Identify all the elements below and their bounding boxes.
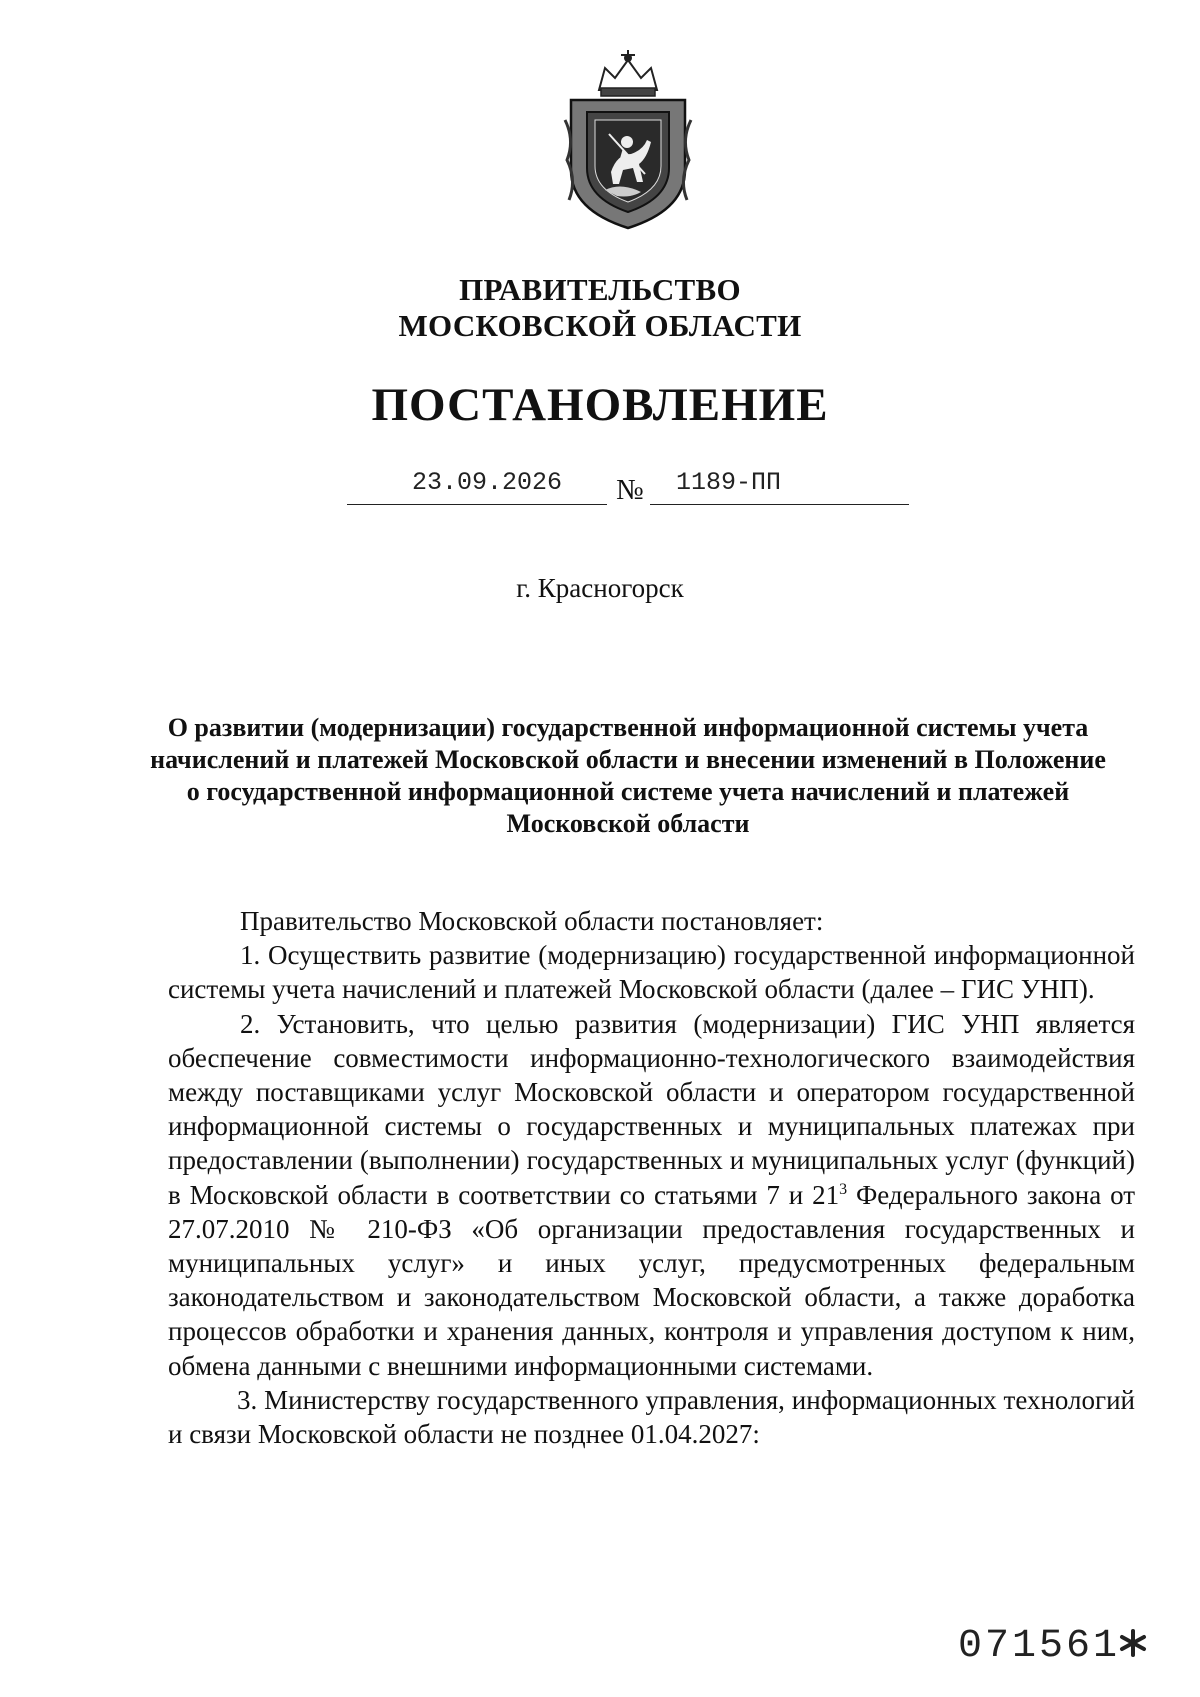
- number-underline: [650, 504, 909, 505]
- body-intro: Правительство Московской области постановляет:: [240, 906, 824, 936]
- body-paragraph-2-part-b: Федерального закона от 27.07.2010 № 210-ФЗ «Об организации предоставления государственных и муниципальных услуг» и иных услуг, предусмотренных федеральным законодательством и законодательством Московской области, а также доработка процессов обработки и хранения данных, контроля и управления доступом к ним, обмена данными с внешними информационными системами.: [168, 1179, 1136, 1381]
- document-type-heading: ПОСТАНОВЛЕНИЕ: [371, 379, 829, 431]
- date-number-line: [0, 452, 1200, 512]
- body-paragraph-3: 3. Министерству государственного управления, информационных технологий и связи Московской области не позднее 01.04.2027:: [168, 1384, 1135, 1450]
- date-underline: [347, 504, 607, 505]
- body-paragraph-2-superscript: 3: [839, 1180, 848, 1198]
- body-paragraph-1: 1. Осуществить развитие (модернизацию) государственной информационной системы учета начислений и платежей Московской области (далее – ГИС УНП).: [168, 940, 1135, 1005]
- serial-number: 071561: [958, 1624, 1121, 1669]
- org-name-line2: МОСКОВСКОЙ ОБЛАСТИ: [398, 308, 802, 343]
- document-number: 1189-ПП: [676, 468, 782, 497]
- document-title: О развитии (модернизации) государственной информационной системы учета начислений и платежей Московской области и внесении изменений в Положение о государственной информационной системе учета начислений и платежей Московской области: [150, 713, 1106, 838]
- asterisk-icon: [1118, 1628, 1148, 1658]
- moscow-oblast-coat-of-arms-icon: [561, 50, 695, 230]
- document-date: 23.09.2026: [412, 468, 563, 497]
- org-name-line1: ПРАВИТЕЛЬСТВО: [459, 272, 741, 307]
- number-sign: №: [616, 474, 644, 506]
- city-line: г. Красногорск: [516, 573, 684, 603]
- body-paragraph-2: [168, 1007, 1135, 1383]
- document-body: [168, 904, 1135, 1451]
- body-paragraph-2-part-a: 2. Установить, что целью развития (модернизации) ГИС УНП является обеспечение совместимости информационно-технологического взаимодействия между поставщиками услуг Московской области и оператором государственной информационной системы о государственных и муниципальных платежах при предоставлении (выполнении) государственных и муниципальных услуг (функций) в Московской области в соответствии со статьями 7 и 21: [168, 1008, 1135, 1210]
